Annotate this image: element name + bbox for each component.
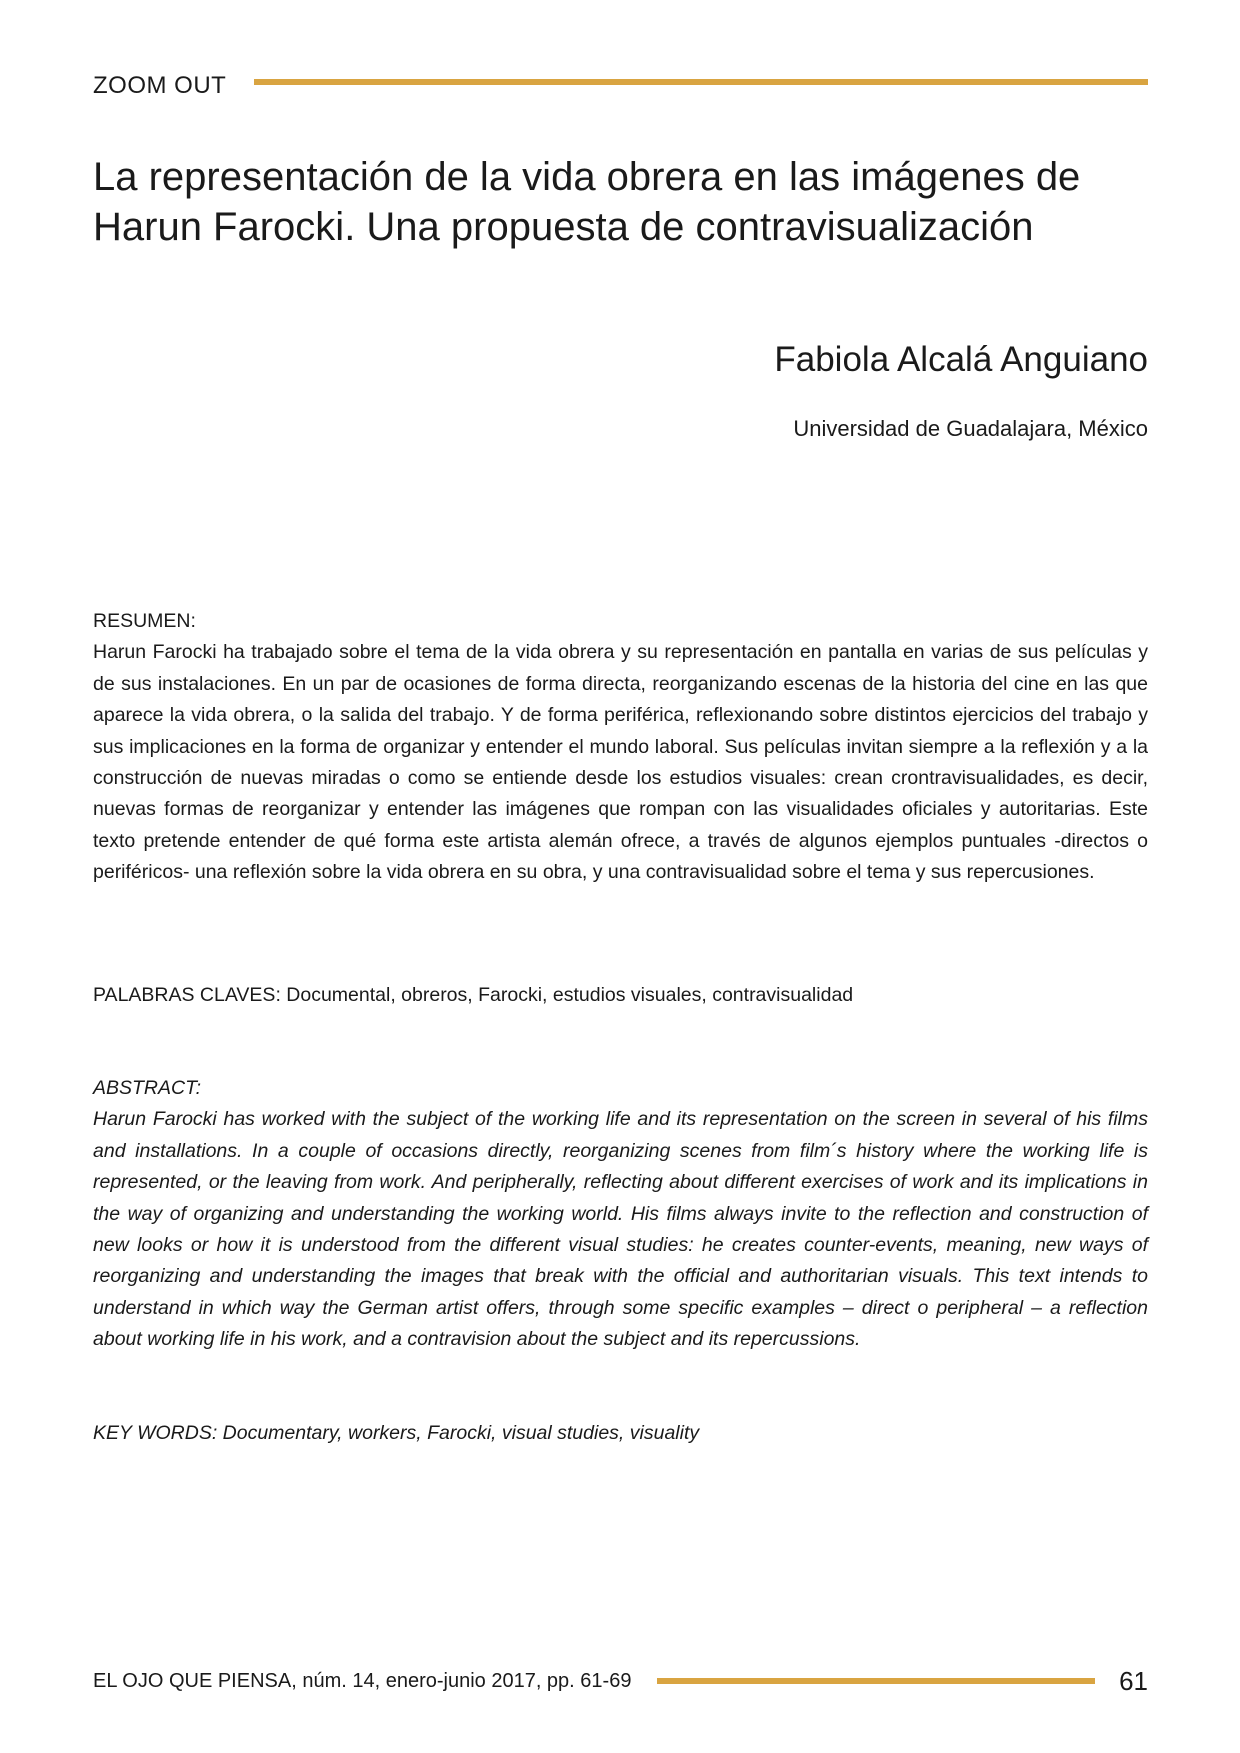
author-name: Fabiola Alcalá Anguiano xyxy=(774,340,1148,379)
resumen-section xyxy=(93,606,1148,889)
journal-citation: EL OJO QUE PIENSA, núm. 14, enero-junio 2017, pp. 61-69 xyxy=(93,1669,632,1692)
resumen-label: RESUMEN: xyxy=(93,610,196,632)
palabras-claves-section xyxy=(93,980,1148,1011)
page-number: 61 xyxy=(1119,1665,1148,1696)
header-rule xyxy=(254,79,1148,85)
key-words: KEY WORDS: Documentary, workers, Farocki, visual studies, visuality xyxy=(93,1422,700,1444)
page-header xyxy=(93,68,1148,104)
abstract-section xyxy=(93,1073,1148,1356)
footer-rule xyxy=(657,1678,1095,1684)
article-title: La representación de la vida obrera en las imágenes de Harun Farocki. Una propuesta de contravisualización xyxy=(93,155,1081,249)
key-words-section xyxy=(93,1418,1148,1449)
palabras-claves: PALABRAS CLAVES: Documental, obreros, Farocki, estudios visuales, contravisualidad xyxy=(93,984,854,1006)
author-affiliation: Universidad de Guadalajara, México xyxy=(793,416,1148,441)
resumen-text: Harun Farocki ha trabajado sobre el tema de la vida obrera y su representación en pantalla en varias de sus películas y de sus instalaciones. En un par de ocasiones de forma directa, reorganizando escenas de la historia del cine en las que aparece la vida obrera, o la salida del trabajo. Y de forma periférica, reflexionando sobre distintos ejercicios del trabajo y sus implicaciones en la forma de organizar y entender el mundo laboral. Sus películas invitan siempre a la reflexión y a la construcción de nuevas miradas o como se entiende desde los estudios visuales: crean crontravisualidades, es decir, nuevas formas de reorganizar y entender las imágenes que rompan con las visualidades oficiales y autoritarias. Este texto pretende entender de qué forma este artista alemán ofrece, a través de algunos ejemplos puntuales -directos o periféricos- una reflexión sobre la vida obrera en su obra, y una contravisualidad sobre el tema y sus repercusiones. xyxy=(93,641,1148,884)
section-label: ZOOM OUT xyxy=(93,72,227,99)
abstract-text: Harun Farocki has worked with the subject of the working life and its representation on the screen in several of his films and installations. In a couple of occasions directly, reorganizing scenes from film´s history where the working life is represented, or the leaving from work. And peripherally, reflecting about different exercises of work and its implications in the way of organizing and understanding the working world. His films always invite to the reflection and construction of new looks or how it is understood from the different visual studies: he creates counter-events, meaning, new ways of reorganizing and understanding the images that break with the official and authoritarian visuals. This text intends to understand in which way the German artist offers, through some specific examples – direct o peripheral – a reflection about working life in his work, and a contravision about the subject and its repercussions. xyxy=(93,1108,1148,1351)
abstract-label: ABSTRACT: xyxy=(93,1077,201,1099)
page-footer xyxy=(93,1664,1148,1698)
